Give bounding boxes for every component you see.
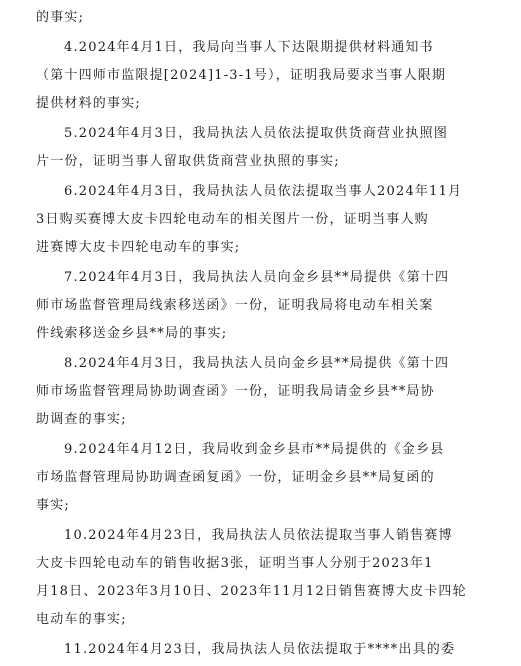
text-line: 月18日、2023年3月10日、2023年11月12日销售赛博大皮卡四轮 bbox=[36, 584, 467, 599]
text-line: 8.2024年4月3日，我局执法人员向金乡县**局提供《第十四 bbox=[64, 356, 450, 371]
text-line: 师市场监督管理局协助调查函》一份，证明我局请金乡县**局协 bbox=[36, 384, 435, 399]
text-line: 事实; bbox=[36, 498, 70, 513]
text-line: 提供材料的事实; bbox=[36, 96, 141, 111]
text-line: （第十四师市监限提[2024]1-3-1号），证明我局要求当事人限期 bbox=[36, 68, 447, 83]
text-line: 7.2024年4月3日，我局执法人员向金乡县**局提供《第十四 bbox=[64, 270, 450, 285]
text-line: 6.2024年4月3日，我局执法人员依法提取当事人2024年11月 bbox=[64, 184, 463, 199]
text-line: 10.2024年4月23日，我局执法人员依法提取当事人销售赛博 bbox=[64, 528, 453, 543]
text-line: 5.2024年4月3日，我局执法人员依法提取供货商营业执照图 bbox=[64, 126, 449, 141]
text-line: 市场监督管理局协助调查函复函》一份，证明金乡县**局复函的 bbox=[36, 470, 435, 485]
text-line: 3日购买赛博大皮卡四轮电动车的相关图片一份，证明当事人购 bbox=[36, 212, 429, 227]
text-line: 大皮卡四轮电动车的销售收据3张，证明当事人分别于2023年1 bbox=[36, 556, 434, 571]
text-line: 助调查的事实; bbox=[36, 412, 127, 427]
text-line: 件线索移送金乡县**局的事实; bbox=[36, 326, 228, 341]
text-line: 片一份，证明当事人留取供货商营业执照的事实; bbox=[36, 154, 340, 169]
text-line: 4.2024年4月1日，我局向当事人下达限期提供材料通知书 bbox=[64, 40, 434, 55]
text-line: 11.2024年4月23日，我局执法人员依法提取于****出具的委 bbox=[64, 642, 456, 657]
text-line: 电动车的事实; bbox=[36, 612, 127, 627]
text-line: 的事实; bbox=[36, 10, 85, 25]
text-line: 师市场监督管理局线索移送函》一份，证明我局将电动车相关案 bbox=[36, 298, 434, 313]
text-line: 进赛博大皮卡四轮电动车的事实; bbox=[36, 240, 241, 255]
text-line: 9.2024年4月12日，我局收到金乡县市**局提供的《金乡县 bbox=[64, 442, 445, 457]
